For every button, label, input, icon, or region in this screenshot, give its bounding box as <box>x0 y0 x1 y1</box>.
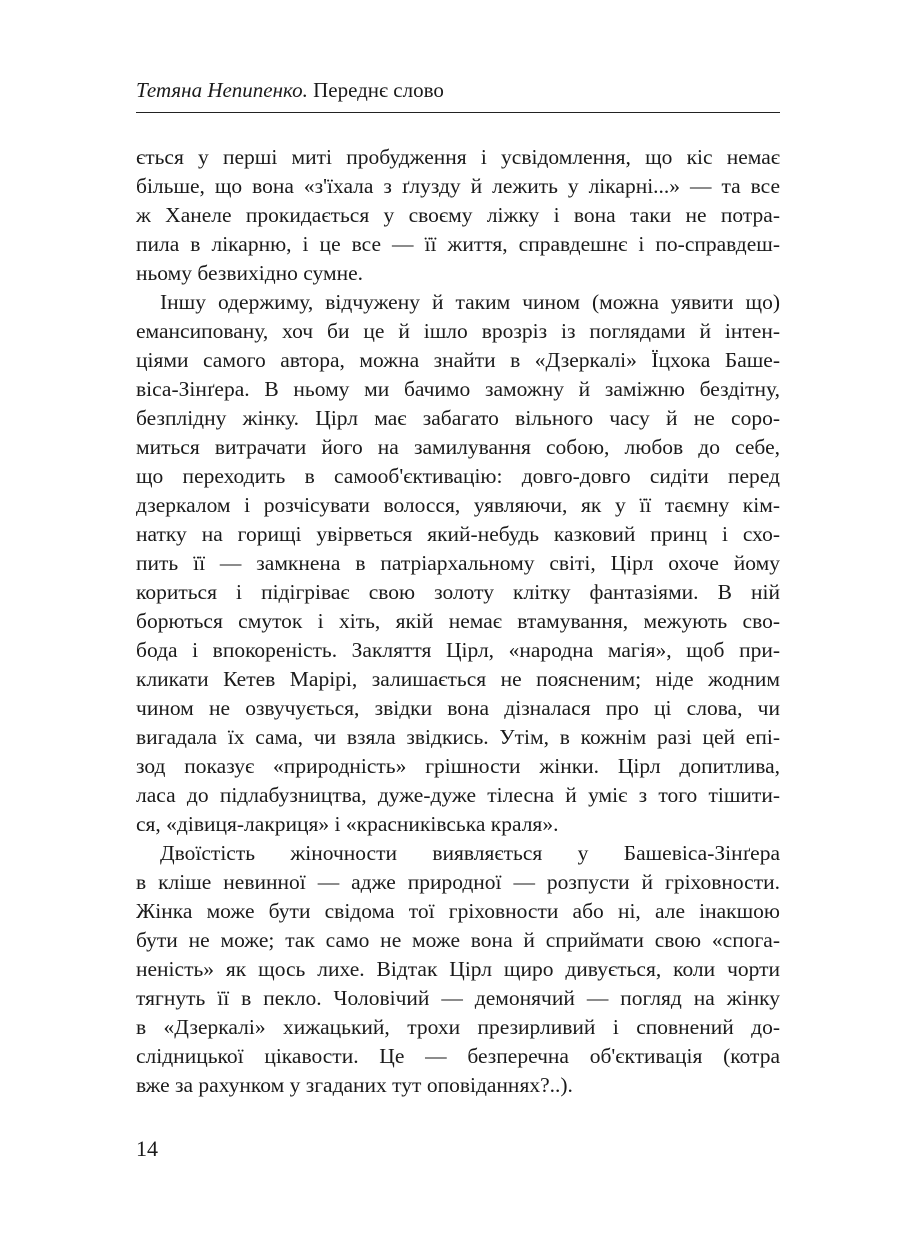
text-line: більше, що вона «з'їхала з ґлузду й лежить у лікарні...» — та все <box>136 174 780 198</box>
text-line: ся, «дівиця-лакриця» і «красниківська краля». <box>136 812 559 836</box>
text-line: в «Дзеркалі» хижацький, трохи презирливий і сповнений до- <box>136 1015 780 1039</box>
text-line: ється у перші миті пробудження і усвідомлення, що кіс немає <box>136 145 780 169</box>
text-line: безплідну жінку. Цірл має забагато вільного часу й не соро- <box>136 406 780 430</box>
text-line: чином не озвучується, звідки вона дізналася про ці слова, чи <box>136 696 780 720</box>
header-author: Тетяна Непипенко. <box>136 78 308 102</box>
text-line: борються смуток і хіть, якій немає втамування, межують сво- <box>136 609 780 633</box>
text-line: вже за рахунком у згаданих тут оповіданнях?..). <box>136 1073 573 1097</box>
text-line: натку на горищі увірветься який-небудь казковий принц і схо- <box>136 522 780 546</box>
text-line: бода і впокореність. Закляття Цірл, «народна магія», щоб при- <box>136 638 780 662</box>
text-line: віса-Зінґера. В ньому ми бачимо заможну й заміжню бездітну, <box>136 377 780 401</box>
text-line: кликати Кетев Марірі, залишається не поясненим; ніде жодним <box>136 667 780 691</box>
text-line: Іншу одержиму, відчужену й таким чином (можна уявити що) <box>160 290 780 314</box>
text-line: ласа до підлабузництва, дуже-дуже тілесна й уміє з того тішити- <box>136 783 780 807</box>
text-line: ньому безвихідно сумне. <box>136 261 364 285</box>
body-text <box>136 143 780 1100</box>
text-line: бути не може; так само не може вона й сприймати свою «спога- <box>136 928 780 952</box>
text-line: дзеркалом і розчісувати волосся, уявляючи, як у її таємну кім- <box>136 493 780 517</box>
text-line: тягнуть її в пекло. Чоловічий — демонячий — погляд на жінку <box>136 986 780 1010</box>
page-number: 14 <box>136 1136 158 1161</box>
text-line: пила в лікарню, і це все — її життя, справдешнє і по-справдеш- <box>136 232 780 256</box>
header-section: Переднє слово <box>307 78 444 102</box>
text-line: що переходить в самооб'єктивацію: довго-довго сидіти перед <box>136 464 780 488</box>
header-rule <box>136 112 780 113</box>
text-line: вигадала їх сама, чи взяла звідкись. Утім, в кожнім разі цей епі- <box>136 725 780 749</box>
text-line: Жінка може бути свідома тої гріховности або ні, але інакшою <box>136 899 780 923</box>
text-line: зод показує «природність» грішности жінки. Цірл допитлива, <box>136 754 780 778</box>
text-line: емансиповану, хоч би це й ішло врозріз із поглядами й інтен- <box>136 319 780 343</box>
text-line: миться витрачати його на замилування собою, любов до себе, <box>136 435 780 459</box>
text-line: ціями самого автора, можна знайти в «Дзеркалі» Їцхока Баше- <box>136 348 780 372</box>
text-line: кориться і підігріває свою золоту клітку фантазіями. В ній <box>136 580 780 604</box>
text-line: слідницької цікавости. Це — безперечна об'єктивація (котра <box>136 1044 780 1068</box>
running-header <box>136 78 444 103</box>
text-line: неність» як щось лихе. Відтак Цірл щиро дивується, коли чорти <box>136 957 780 981</box>
text-line: Двоїстість жіночности виявляється у Башевіса-Зінґера <box>160 841 780 865</box>
text-line: пить її — замкнена в патріархальному світі, Цірл охоче йому <box>136 551 780 575</box>
text-line: ж Ханеле прокидається у своєму ліжку і вона таки не потра- <box>136 203 780 227</box>
text-line: в кліше невинної — адже природної — розпусти й гріховности. <box>136 870 780 894</box>
